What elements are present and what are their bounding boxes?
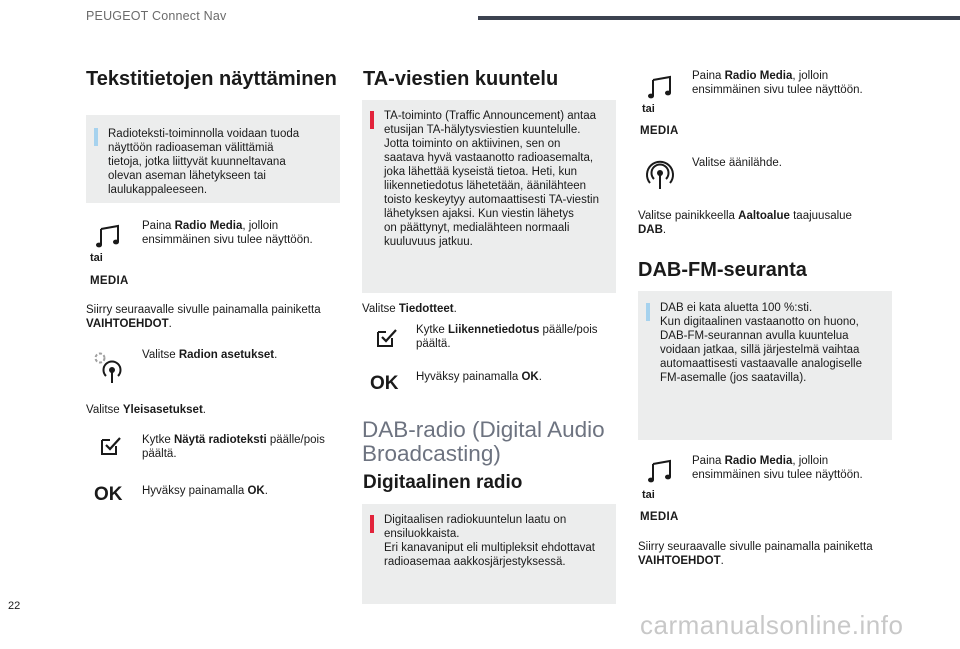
media-button-label: MEDIA [640, 125, 679, 137]
section-heading-digital-radio: Digitaalinen radio [363, 472, 523, 493]
section-heading-ta: TA-viestien kuuntelu [363, 68, 559, 90]
warning-marker [370, 111, 374, 129]
press-radio-media-text-2: Paina Radio Media, jolloin ensimmäinen sivu tulee näyttöön. [692, 455, 863, 481]
press-radio-media-text: Paina Radio Media, jolloin ensimmäinen sivu tulee näyttöön. [692, 70, 863, 96]
confirm-ok-text: Hyväksy painamalla OK. [416, 371, 542, 383]
select-source-text: Valitse äänilähde. [692, 157, 782, 169]
toggle-traffic-info-text: Kytke Liikennetiedotus päälle/pois päältä. [416, 324, 598, 350]
press-radio-media-text: Paina Radio Media, jolloin ensimmäinen sivu tulee näyttöön. [142, 220, 313, 246]
watermark: carmanualsonline.info [640, 610, 904, 640]
select-announcements-text: Valitse Tiedotteet. [362, 303, 457, 315]
header-bar [478, 16, 960, 20]
select-general-settings-text: Valitse Yleisasetukset. [86, 404, 206, 416]
radio-settings-icon [92, 350, 126, 384]
warning-box-digital-text: Digitaalisen radiokuuntelun laatu on ensiluokkaista. Eri kanavaniput eli multipleksit ehdottavat radioasemaa aakkosjärjestyksessä. [384, 514, 595, 568]
header-title: PEUGEOT Connect Nav [86, 9, 227, 23]
info-box-text: Radioteksti-toiminnolla voidaan tuoda näyttöön radioaseman välittämiä tietoja, jotka liittyvät kuunneltavana olevan aseman lähetykseen tai laulukappaleeseen. [108, 128, 300, 196]
checkbox-icon [376, 328, 398, 348]
page-number: 22 [8, 600, 21, 612]
section-heading-dab-fm: DAB-FM-seuranta [638, 259, 807, 281]
section-heading-radiotext: Tekstitietojen näyttäminen [86, 68, 337, 90]
music-note-icon [648, 75, 674, 99]
confirm-ok-text: Hyväksy painamalla OK. [142, 485, 268, 497]
checkbox-icon [100, 436, 122, 456]
select-radio-settings-text: Valitse Radion asetukset. [142, 349, 278, 361]
info-marker [94, 128, 98, 146]
music-note-icon [648, 459, 674, 483]
ok-button-label: OK [370, 373, 399, 394]
radio-source-icon [646, 160, 674, 190]
music-note-icon [96, 224, 122, 248]
toggle-radiotext-text: Kytke Näytä radioteksti päälle/pois päältä. [142, 434, 325, 460]
info-marker [646, 303, 650, 321]
ok-button-label: OK [94, 484, 123, 505]
next-page-text: Siirry seuraavalle sivulle painamalla painiketta VAIHTOEHDOT. [86, 304, 321, 330]
info-box-dab-fm-text: DAB ei kata aluetta 100 %:sti. Kun digitaalinen vastaanotto on huono, DAB-FM-seurannan avulla kuuntelua voidaan jatkaa, sillä järjestelmä vaihtaa automaattisesti vastaavalle analogiselle FM-asemalle (jos saatavilla). [660, 302, 863, 384]
or-label: tai [642, 489, 655, 501]
media-button-label: MEDIA [90, 275, 129, 287]
warning-box-text: TA-toiminto (Traffic Announcement) antaa etusijan TA-hälytysviestien kuuntelulle. Jotta toiminto on aktiivinen, sen on saatava hyvä vastaanotto radioasemalta, joka lähettää kyseistä tietoa. Heti, kun liikennetiedotus lähetetään, äänilähteen toisto keskeytyy automaattisesti TA-viestin lähetyksen ajaksi. Kun viestin lähetys on päättynyt, medialähteen normaali kuuluvuus jatkuu. [384, 110, 599, 248]
or-label: tai [642, 103, 655, 115]
or-label: tai [90, 252, 103, 264]
select-band-text: Valitse painikkeella Aaltoalue taajuusalue DAB. [638, 210, 852, 236]
next-page-text: Siirry seuraavalle sivulle painamalla painiketta VAIHTOEHDOT. [638, 541, 873, 567]
warning-marker [370, 515, 374, 533]
section-heading-dab: DAB-radio (Digital Audio Broadcasting) [362, 417, 605, 466]
media-button-label: MEDIA [640, 511, 679, 523]
